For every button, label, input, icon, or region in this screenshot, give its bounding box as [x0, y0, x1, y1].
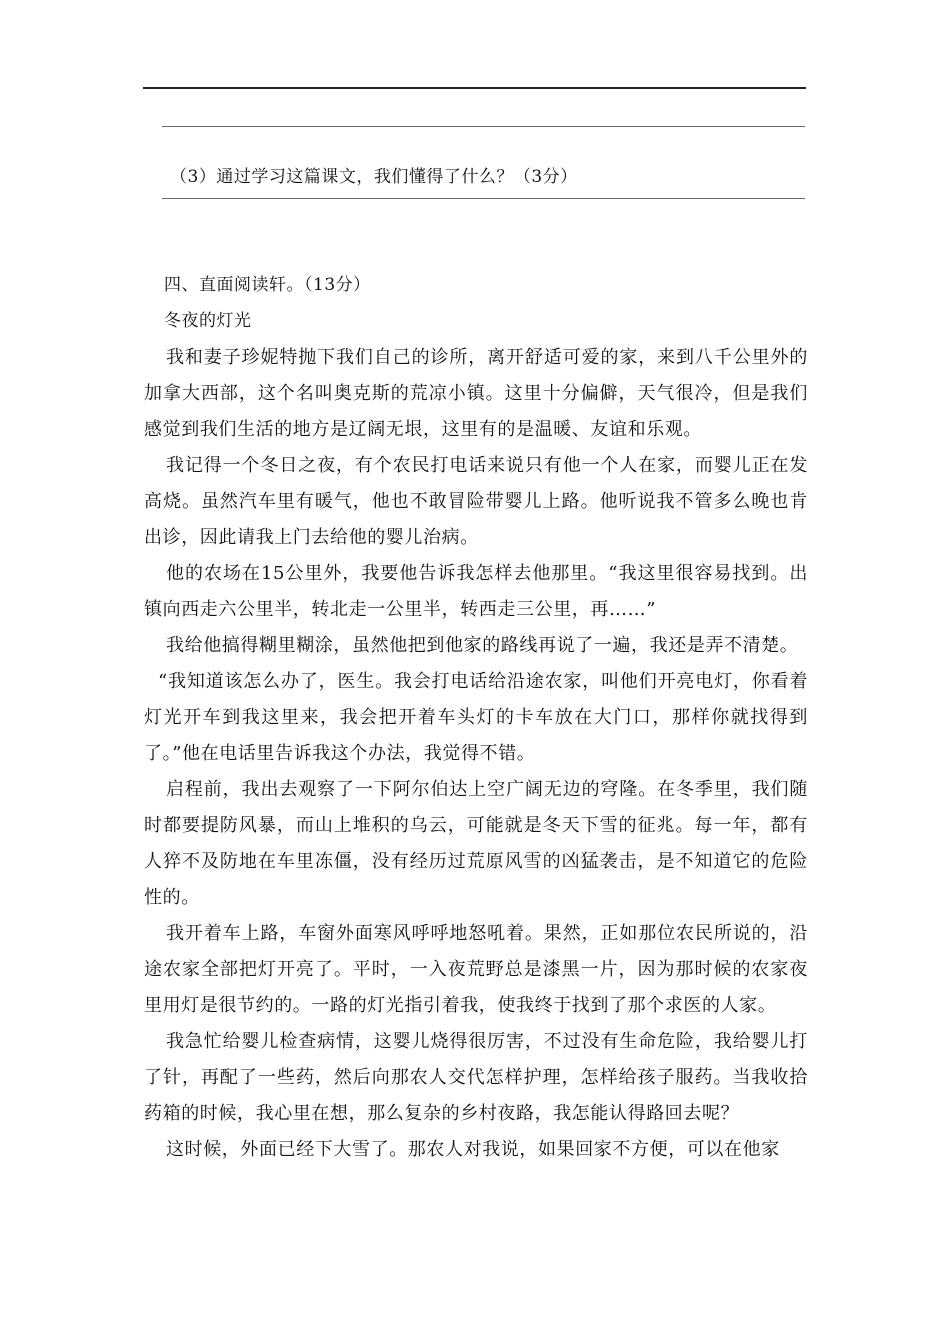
story-body	[144, 340, 808, 1168]
paragraph: 我急忙给婴儿检查病情，这婴儿烧得很厉害，不过没有生命危险，我给婴儿打了针，再配了一些药，然后向那农人交代怎样护理，怎样给孩子服药。当我收拾药箱的时候，我心里在想，那么复杂的乡村夜路，我怎能认得路回去呢？	[144, 1031, 808, 1124]
paragraph: 我和妻子珍妮特抛下我们自己的诊所，离开舒适可爱的家，来到八千公里外的加拿大西部，这个名叫奥克斯的荒凉小镇。这里十分偏僻，天气很冷，但是我们感觉到我们生活的地方是辽阔无垠，这里有的是温暖、友谊和乐观。	[144, 347, 808, 440]
answer-line-2[interactable]	[162, 198, 805, 199]
top-rule	[143, 87, 806, 89]
paragraph: 我给他搞得糊里糊涂，虽然他把到他家的路线再说了一遍，我还是弄不清楚。	[166, 635, 799, 656]
story-title: 冬夜的灯光	[164, 311, 252, 331]
section-heading: 四、直面阅读轩。（13分）	[164, 275, 371, 295]
paragraph: 启程前，我出去观察了一下阿尔伯达上空广阔无边的穹隆。在冬季里，我们随时都要提防风暴，而山上堆积的乌云，可能就是冬天下雪的征兆。每一年，都有人猝不及防地在车里冻僵，没有经历过荒原风雪的凶猛袭击，是不知道它的危险性的。	[144, 779, 808, 908]
question-3: （3）通过学习这篇课文，我们懂得了什么？（3分）	[170, 167, 578, 187]
paragraph: 我记得一个冬日之夜，有个农民打电话来说只有他一个人在家，而婴儿正在发高烧。虽然汽车里有暖气，他也不敢冒险带婴儿上路。他听说我不管多么晚也肯出诊，因此请我上门去给他的婴儿治病。	[144, 455, 808, 548]
answer-line-1[interactable]	[162, 126, 805, 127]
paragraph: “我知道该怎么办了，医生。我会打电话给沿途农家，叫他们开亮电灯，你看着灯光开车到我这里来，我会把开着车头灯的卡车放在大门口，那样你就找得到了。”他在电话里告诉我这个办法，我觉得不错。	[144, 671, 808, 764]
paragraph: 他的农场在15公里外，我要他告诉我怎样去他那里。“我这里很容易找到。出镇向西走六公里半，转北走一公里半，转西走三公里，再……”	[144, 563, 808, 620]
paragraph: 这时候，外面已经下大雪了。那农人对我说，如果回家不方便，可以在他家	[166, 1139, 780, 1160]
paragraph: 我开着车上路，车窗外面寒风呼呼地怒吼着。果然，正如那位农民所说的，沿途农家全部把灯开亮了。平时，一入夜荒野总是漆黑一片，因为那时候的农家夜里用灯是很节约的。一路的灯光指引着我，使我终于找到了那个求医的人家。	[144, 923, 808, 1016]
